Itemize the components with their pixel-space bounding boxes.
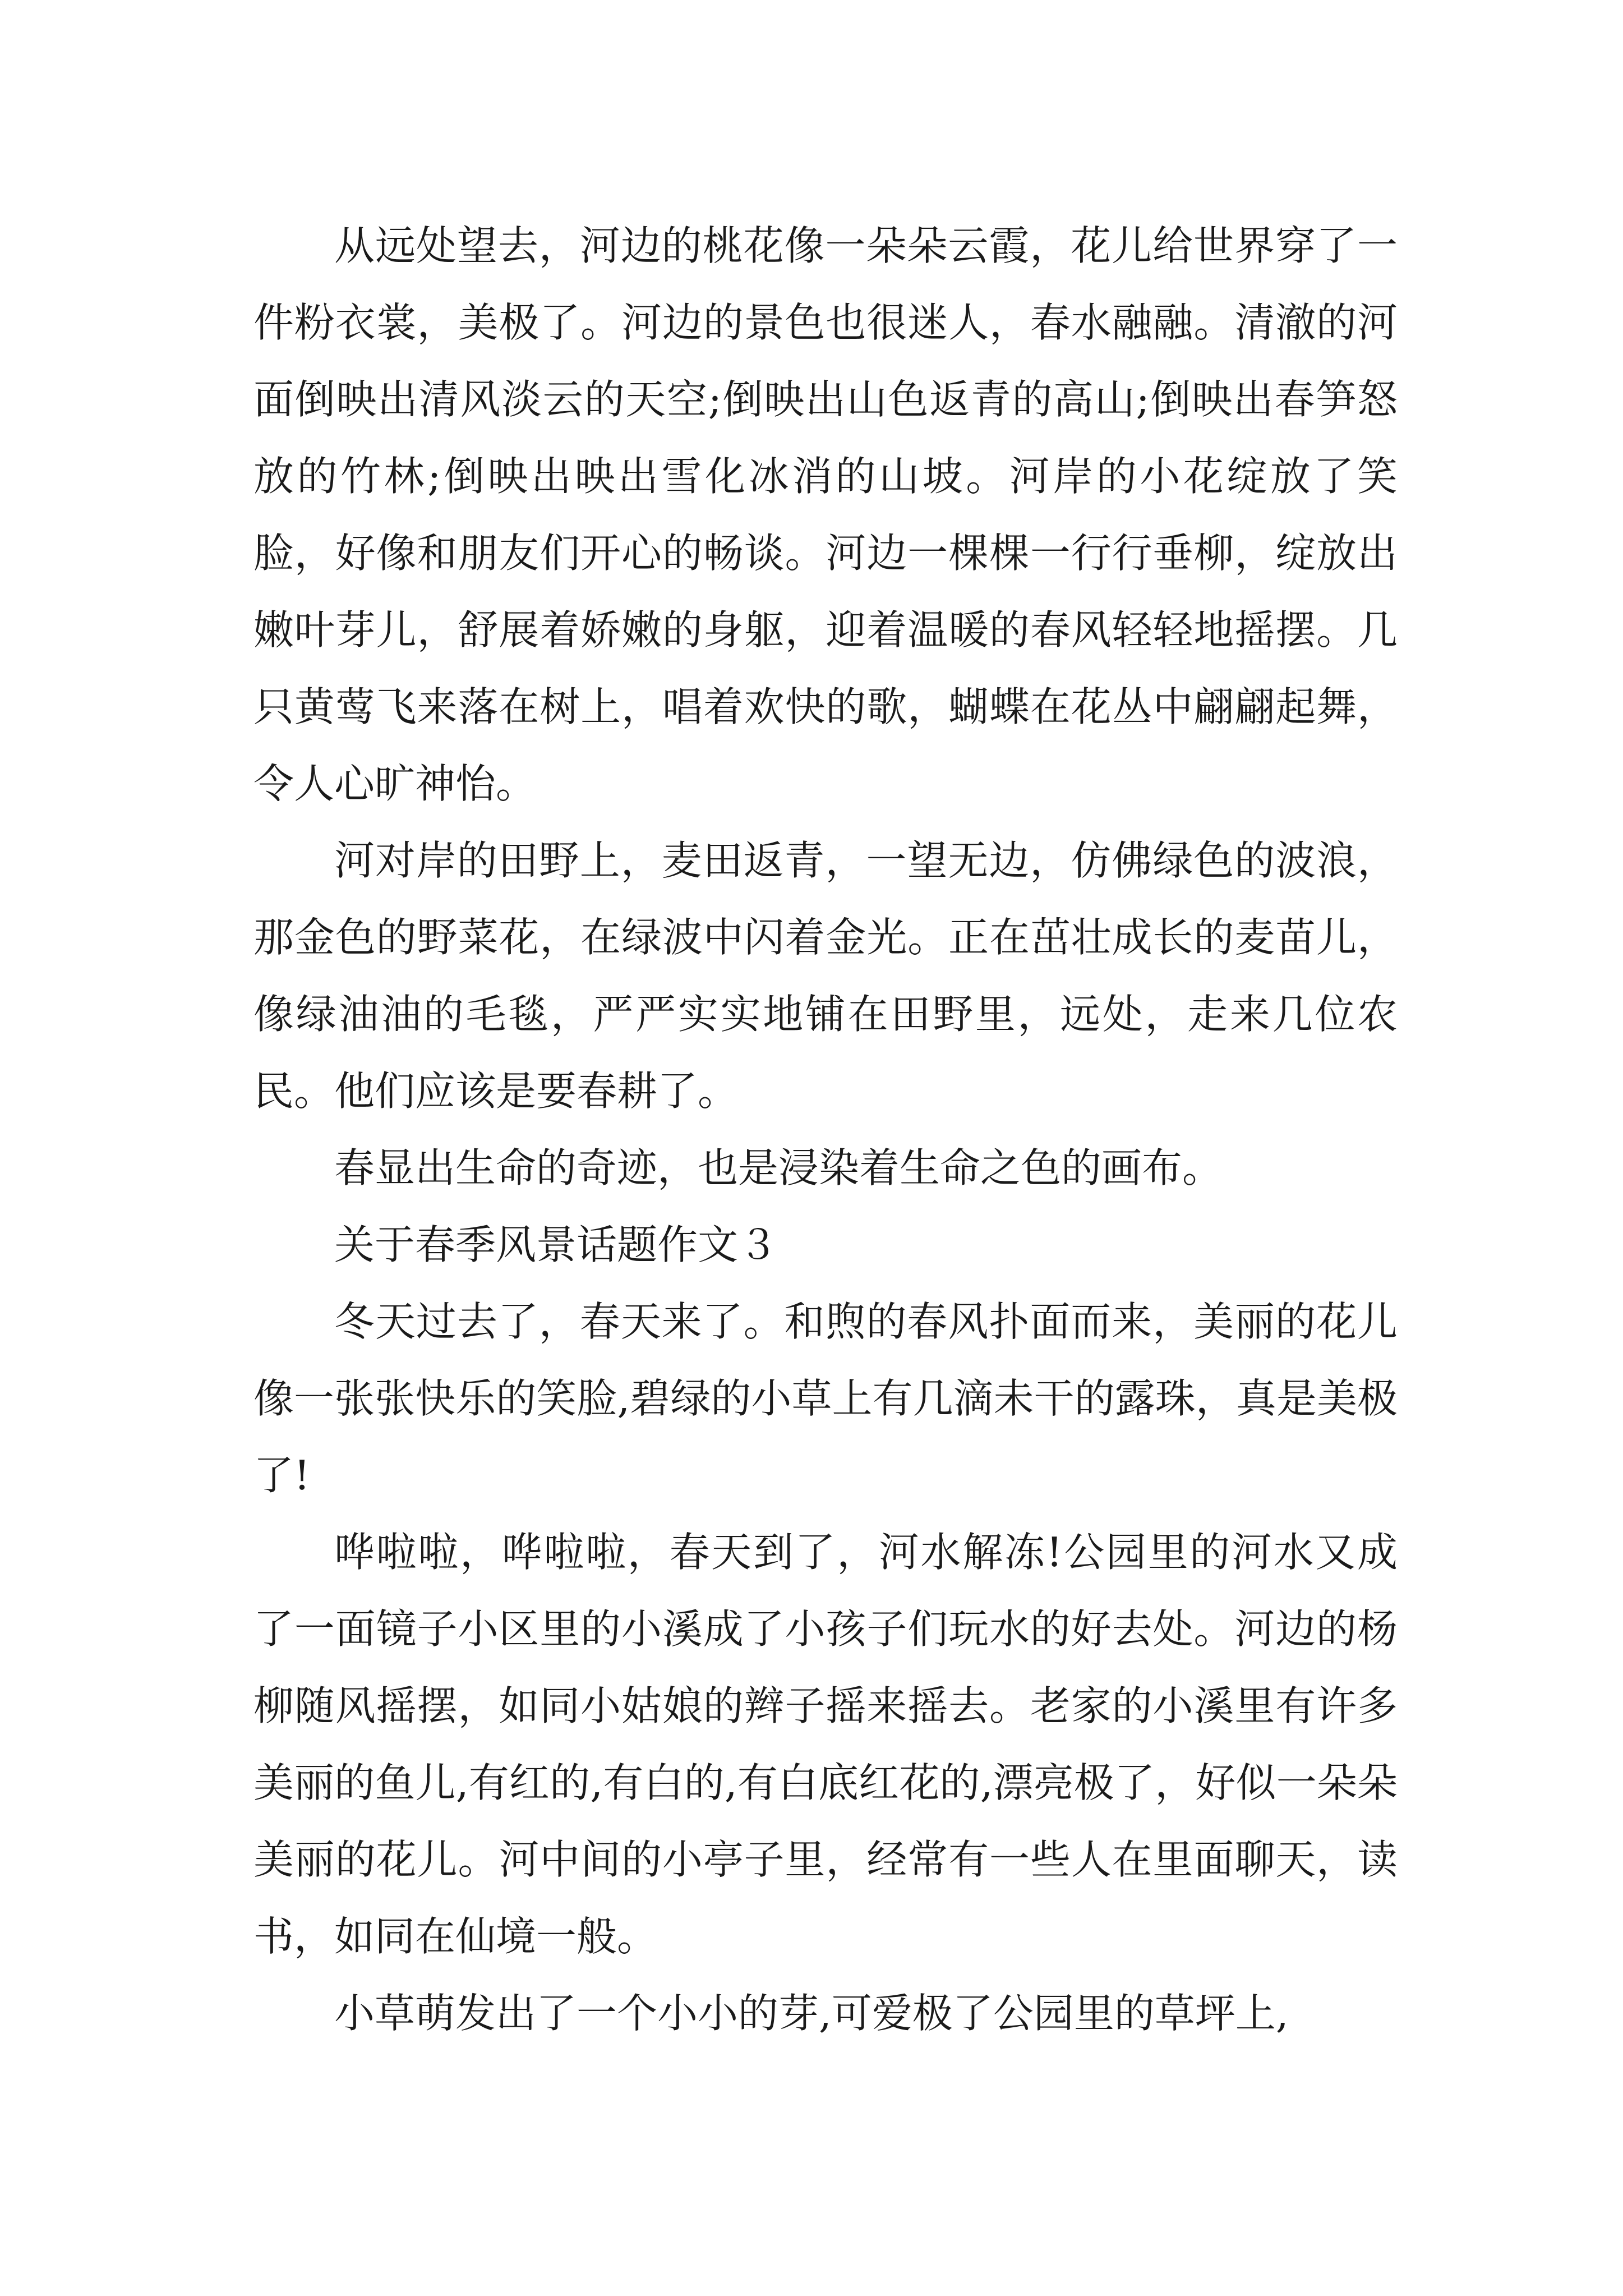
paragraph: 春显出生命的奇迹，也是浸染着生命之色的画布。: [334, 1144, 1223, 1191]
paragraph: 哗啦啦，哗啦啦，春天到了，河水解冻!公园里的河水又成了一面镜子小区里的小溪成了小孩子们玩水的好去处。河边的杨柳随风摇摆，如同小姑娘的辫子摇来摇去。老家的小溪里有许多美丽的鱼儿,有红的,有白的,有白底红花的,漂亮极了，好似一朵朵美丽的花儿。河中间的小亭子里，经常有一些人在里面聊天，读书，如同在仙境一般。: [253, 1529, 1398, 1960]
paragraph: 从远处望去，河边的桃花像一朵朵云霞，花儿给世界穿了一件粉衣裳，美极了。河边的景色也很迷人，春水融融。清澈的河面倒映出清风淡云的天空;倒映出山色返青的高山;倒映出春笋怒放的竹林;倒映出映出雪化冰消的山坡。河岸的小花绽放了笑脸，好像和朋友们开心的畅谈。河边一棵棵一行行垂柳，绽放出嫩叶芽儿，舒展着娇嫩的身躯，迎着温暖的春风轻轻地摇摆。几只黄莺飞来落在树上，唱着欢快的歌，蝴蝶在花丛中翩翩起舞，令人心旷神怡。: [253, 222, 1398, 807]
document-body: [253, 208, 1398, 2052]
paragraph: 小草萌发出了一个小小的芽,可爱极了公园里的草坪上,: [334, 1990, 1289, 2037]
paragraph: 河对岸的田野上，麦田返青，一望无边，仿佛绿色的波浪，那金色的野菜花，在绿波中闪着金光。正在茁壮成长的麦苗儿，像绿油油的毛毯，严严实实地铺在田野里，远处，走来几位农民。他们应该是要春耕了。: [253, 837, 1398, 1115]
section-heading: 关于春季风景话题作文３: [334, 1221, 779, 1268]
paragraph: 冬天过去了，春天来了。和煦的春风扑面而来，美丽的花儿像一张张快乐的笑脸,碧绿的小草上有几滴未干的露珠，真是美极了!: [253, 1298, 1398, 1499]
